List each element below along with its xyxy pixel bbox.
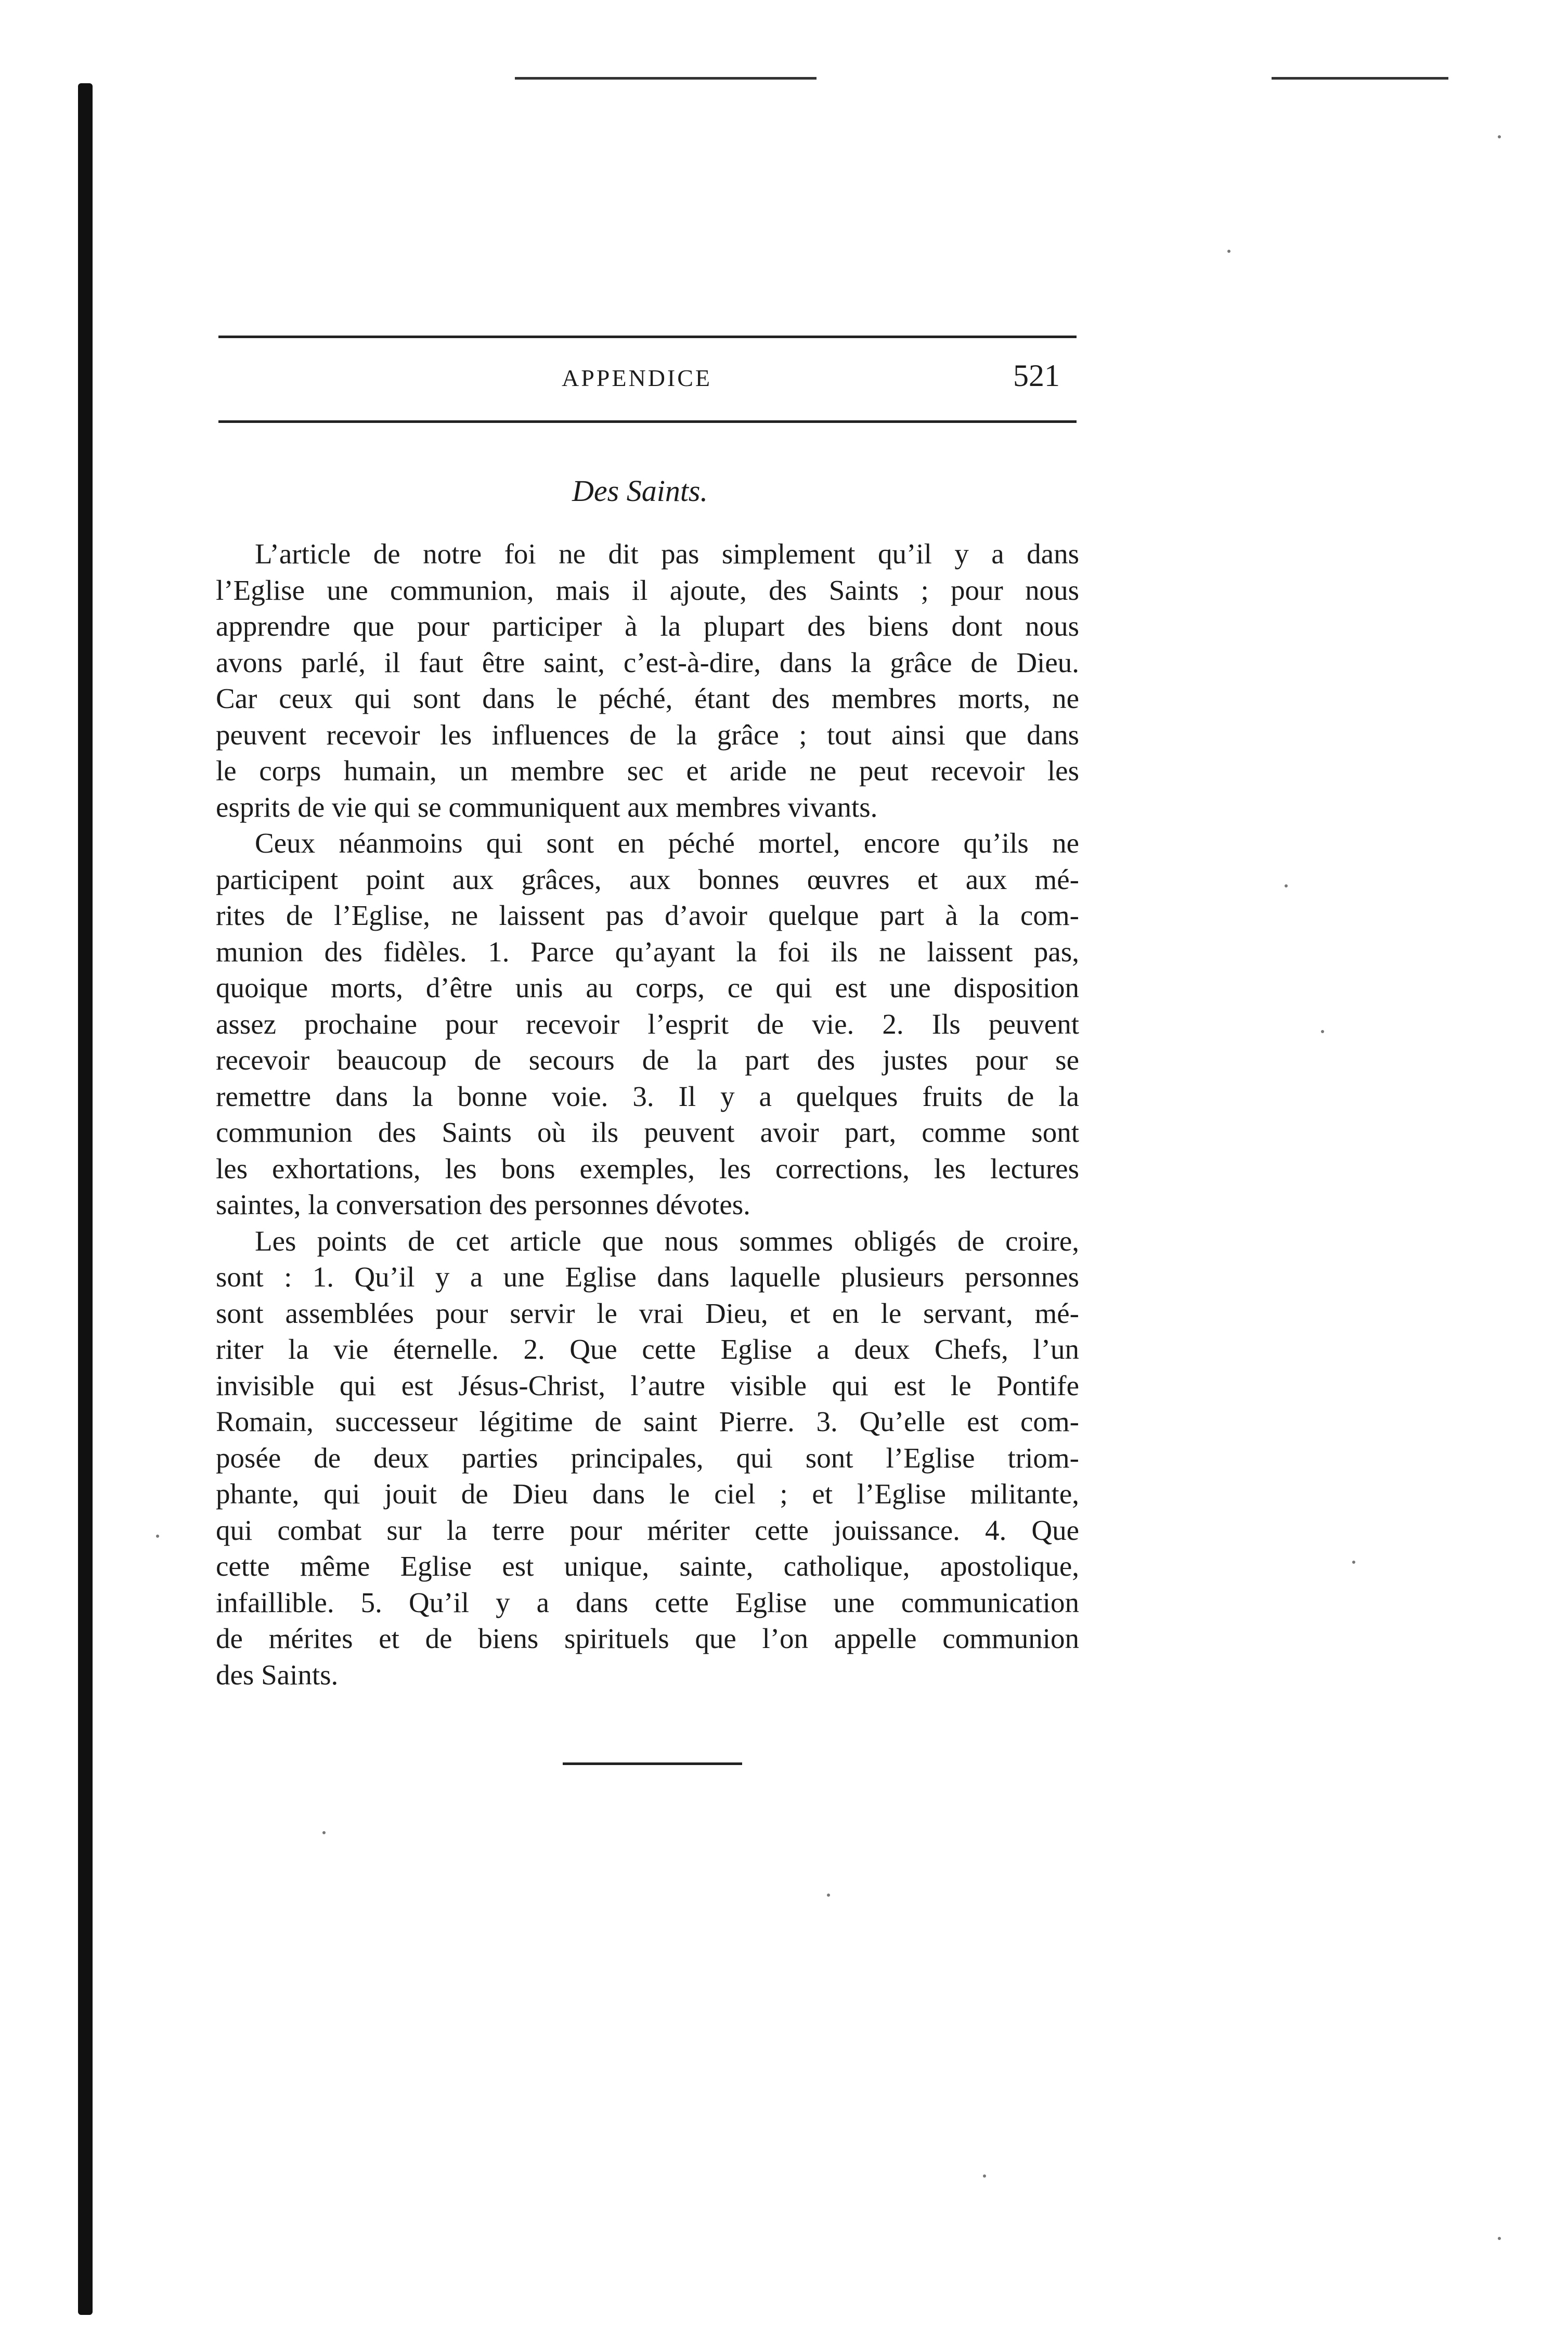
text-line: Ceux néanmoins qui sont en péché mortel, encore qu’ils ne <box>255 827 1079 859</box>
text-line: remettre dans la bonne voie. 3. Il y a quelques fruits de la <box>216 1080 1079 1112</box>
text-line: L’article de notre foi ne dit pas simplement qu’il y a dans <box>255 538 1079 570</box>
scan-speck <box>983 2174 986 2178</box>
text-line: munion des fidèles. 1. Parce qu’ayant la foi ils ne laissent pas, <box>216 935 1079 968</box>
text-line: sont assemblées pour servir le vrai Dieu, et en le servant, mé- <box>216 1297 1079 1329</box>
text-line: cette même Eglise est unique, sainte, catholique, apostolique, <box>216 1550 1079 1582</box>
text-line: les exhortations, les bons exemples, les corrections, les lectures <box>216 1152 1079 1185</box>
text-line: rites de l’Eglise, ne laissent pas d’avoir quelque part à la com- <box>216 899 1079 931</box>
scan-speck <box>322 1831 326 1834</box>
header-top-rule <box>218 336 1077 338</box>
page-number: 521 <box>1013 358 1060 393</box>
scan-speck <box>1352 1561 1355 1564</box>
text-line: l’Eglise une communion, mais il ajoute, des Saints ; pour nous <box>216 574 1079 606</box>
text-line: invisible qui est Jésus-Christ, l’autre visible qui est le Pontife <box>216 1369 1079 1401</box>
text-line: Car ceux qui sont dans le péché, étant des membres morts, ne <box>216 683 1079 714</box>
text-line: des Saints. <box>216 1658 339 1691</box>
text-line: saintes, la conversation des personnes dévotes. <box>216 1189 750 1220</box>
text-line: de mérites et de biens spirituels que l’on appelle communion <box>216 1623 1079 1654</box>
text-line: phante, qui jouit de Dieu dans le ciel ; et l’Eglise militante, <box>216 1478 1079 1510</box>
text-line: riter la vie éternelle. 2. Que cette Eglise a deux Chefs, l’un <box>216 1333 1079 1365</box>
scan-speck <box>1321 1030 1324 1033</box>
scan-speck <box>1285 884 1288 887</box>
text-line: assez prochaine pour recevoir l’esprit de vie. 2. Ils peuvent <box>216 1008 1079 1040</box>
header-bottom-rule <box>218 420 1077 423</box>
section-heading: Des Saints. <box>572 474 708 508</box>
text-line: infaillible. 5. Qu’il y a dans cette Eglise une communication <box>216 1586 1079 1618</box>
binding-edge <box>78 83 93 2315</box>
text-line: Romain, successeur légitime de saint Pierre. 3. Qu’elle est com- <box>216 1406 1079 1437</box>
text-line: Les points de cet article que nous sommes obligés de croire, <box>255 1225 1079 1257</box>
text-line: peuvent recevoir les influences de la grâce ; tout ainsi que dans <box>216 718 1079 751</box>
text-line: communion des Saints où ils peuvent avoir part, comme sont <box>216 1116 1079 1148</box>
text-line: qui combat sur la terre pour mériter cette jouissance. 4. Que <box>216 1514 1079 1546</box>
text-line: le corps humain, un membre sec et aride ne peut recevoir les <box>216 755 1079 787</box>
text-line: recevoir beaucoup de secours de la part des justes pour se <box>216 1044 1079 1076</box>
top-right-scan-line <box>1272 77 1448 80</box>
scan-speck <box>827 1894 830 1897</box>
text-line: esprits de vie qui se communiquent aux membres vivants. <box>216 791 878 823</box>
text-line: avons parlé, il faut être saint, c’est-à-dire, dans la grâce de Dieu. <box>216 646 1079 678</box>
text-line: apprendre que pour participer à la plupart des biens dont nous <box>216 610 1079 642</box>
end-rule <box>563 1762 742 1765</box>
running-title: APPENDICE <box>562 365 712 391</box>
text-line: posée de deux parties principales, qui sont l’Eglise triom- <box>216 1441 1079 1474</box>
top-scan-line <box>515 77 817 80</box>
scan-speck <box>1498 135 1501 138</box>
body-text <box>216 536 1079 1693</box>
text-line: sont : 1. Qu’il y a une Eglise dans laquelle plusieurs personnes <box>216 1261 1079 1293</box>
text-line: quoique morts, d’être unis au corps, ce qui est une disposition <box>216 972 1079 1003</box>
scan-speck <box>1498 2237 1501 2240</box>
scan-speck <box>156 1535 159 1538</box>
text-line: participent point aux grâces, aux bonnes œuvres et aux mé- <box>216 863 1079 895</box>
scan-speck <box>1227 250 1230 253</box>
